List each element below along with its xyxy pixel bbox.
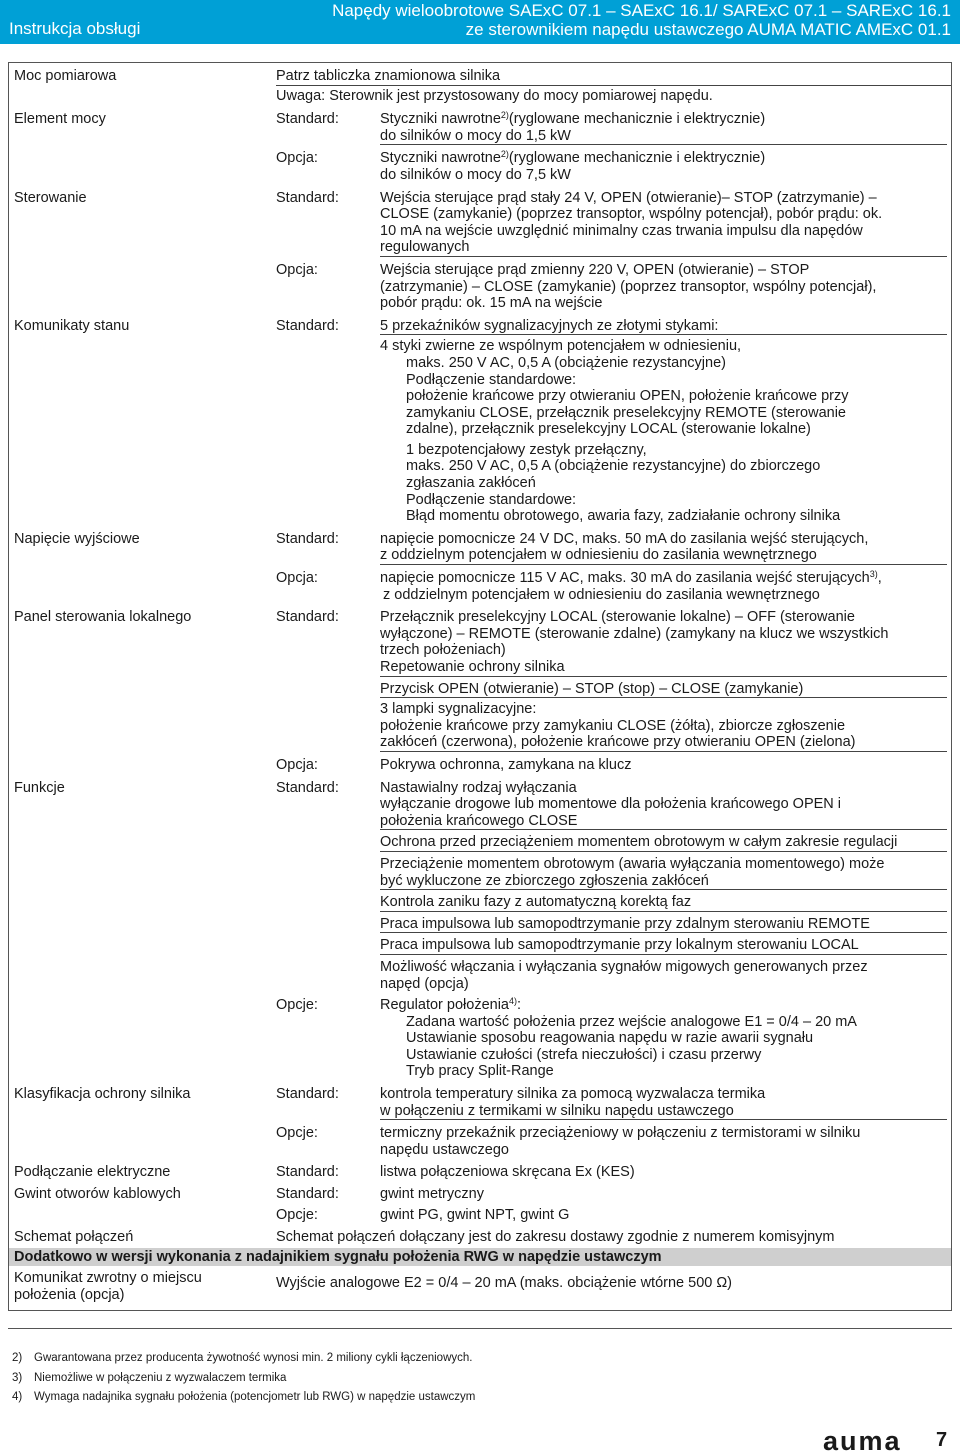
- text-line: Kontrola zaniku fazy z automatyczną korektą faz: [380, 894, 947, 912]
- text-line: położenie krańcowe przy otwieraniu OPEN, położenie krańcowe przy: [406, 388, 849, 405]
- sub-option: [9, 570, 951, 603]
- auma-logo: auma: [823, 1426, 902, 1456]
- text-line: (zatrzymanie) – CLOSE (zamykanie) (poprzez transoptor, wspólny potencjał),: [380, 278, 877, 295]
- row-label: [14, 1270, 202, 1303]
- sub-option: [9, 150, 951, 183]
- qualifier: Standard:: [276, 111, 339, 128]
- page-number: 7: [936, 1429, 948, 1451]
- qualifier: Opcje:: [276, 997, 318, 1014]
- text-line: regulowanych: [380, 239, 947, 257]
- text-line: Ustawianie sposobu reagowania napędu w razie awarii sygnału: [406, 1030, 814, 1047]
- sub-lines: [380, 1186, 951, 1203]
- sub-lines: [380, 1164, 951, 1181]
- text-line: maks. 250 V AC, 0,5 A (obciążenie rezystancyjne): [406, 354, 726, 371]
- row-schemat-polaczen: [9, 1229, 951, 1246]
- row-klasyfikacja-ochrony: [9, 1086, 951, 1158]
- text-line: Możliwość włączania i wyłączania sygnałów migowych generowanych przez: [380, 958, 868, 975]
- text-line: trzech położeniach): [380, 642, 506, 659]
- qualifier: Opcja:: [276, 570, 318, 587]
- footnote-number: 3): [12, 1371, 23, 1384]
- sub-standard: [9, 780, 951, 993]
- footnote-number: 2): [12, 1352, 23, 1364]
- sub-lines: [380, 757, 951, 774]
- text-line: Przeciążenie momentem obrotowym (awaria wyłączania momentowego) może: [380, 855, 885, 872]
- sub-lines: [380, 1207, 951, 1224]
- row-label: Klasyfikacja ochrony silnika: [14, 1086, 191, 1103]
- text-line: [380, 111, 947, 128]
- page-header: [0, 0, 960, 44]
- sub-lines: [380, 318, 951, 525]
- sub-lines: [380, 1086, 951, 1120]
- qualifier: Opcja:: [276, 756, 318, 773]
- text-line: [380, 997, 947, 1014]
- footnote-text: Niemożliwe w połączeniu z wyzwalaczem termika: [34, 1371, 287, 1384]
- row-podlaczanie-elektryczne: [9, 1164, 951, 1181]
- footnote-text: Gwarantowana przez producenta żywotność wynosi min. 2 miliony cykli łączeniowych.: [34, 1352, 473, 1364]
- qualifier: Standard:: [276, 779, 339, 796]
- text-line: być wykluczone ze zbiorczego zgłoszenia zakłóceń: [380, 873, 947, 891]
- text-line: położenie krańcowe przy zamykaniu CLOSE (żółta), zbiorcze zgłoszenie: [380, 717, 846, 734]
- text-line: Zadana wartość położenia przez wejście analogowe E1 = 0/4 – 20 mA: [406, 1013, 857, 1030]
- qualifier: Opcja:: [276, 261, 318, 278]
- text-part: :: [517, 997, 522, 1014]
- footnote: [8, 1369, 952, 1389]
- text-part: (ryglowane mechanicznie i elektrycznie): [508, 150, 766, 167]
- row-sterowanie: [9, 190, 951, 312]
- text-line: położenia krańcowego CLOSE: [380, 813, 947, 831]
- row-label-line: Komunikat zwrotny o miejscu: [14, 1270, 202, 1287]
- text-line: Podłączenie standardowe:: [406, 491, 577, 508]
- text-line: Pokrywa ochronna, zamykana na klucz: [380, 756, 632, 773]
- text-line: wyłączone) – REMOTE (sterowanie zdalne) (zamykany na klucz we wszystkich: [380, 625, 889, 642]
- qualifier: Standard:: [276, 1086, 339, 1103]
- sub-lines: [380, 609, 951, 752]
- text-line: Repetowanie ochrony silnika: [380, 659, 947, 677]
- text-line: Praca impulsowa lub samopodtrzymanie przy lokalnym sterowaniu LOCAL: [380, 937, 947, 955]
- row-komunikaty-stanu: [9, 318, 951, 525]
- footnote-number: 4): [12, 1391, 23, 1403]
- row-label: Panel sterowania lokalnego: [14, 609, 192, 626]
- row-element-mocy: [9, 111, 951, 183]
- row-label: Moc pomiarowa: [14, 68, 117, 84]
- header-product-line-2: ze sterownikiem napędu ustawczego AUMA MATIC AMExC 01.1: [465, 20, 951, 39]
- text-line: napęd (opcja): [380, 975, 469, 992]
- header-manual-title: Instrukcja obsługi: [9, 19, 141, 38]
- text-line: Przycisk OPEN (otwieranie) – STOP (stop) – CLOSE (zamykanie): [380, 681, 947, 699]
- row-label: Sterowanie: [14, 189, 87, 206]
- text-part: Regulator położenia: [380, 997, 509, 1014]
- qualifier: Opcja:: [276, 150, 318, 167]
- text-line: Wejścia sterujące prąd stały 24 V, OPEN (otwieranie)– STOP (zatrzymanie) –: [380, 189, 877, 206]
- footnote-ref: 4): [508, 996, 517, 1007]
- text-line: z oddzielnym potencjałem w odniesieniu do zasilania wewnętrznego: [380, 547, 947, 565]
- header-product-title: [332, 1, 951, 39]
- text-line: listwa połączeniowa skręcana Ex (KES): [380, 1164, 635, 1181]
- text-part: (ryglowane mechanicznie i elektrycznie): [508, 111, 766, 128]
- sub-lines: [380, 531, 951, 565]
- row-label: Gwint otworów kablowych: [14, 1186, 181, 1203]
- qualifier: Standard:: [276, 530, 339, 547]
- text-line: napędu ustawczego: [380, 1141, 509, 1158]
- sub-lines: [380, 1125, 951, 1158]
- text-line: [380, 150, 947, 167]
- text-line: zamykaniu CLOSE, przełącznik preselekcyjny REMOTE (sterowanie: [406, 404, 846, 421]
- text-line: gwint PG, gwint NPT, gwint G: [380, 1206, 570, 1223]
- text-line: Ochrona przed przeciążeniem momentem obrotowym w całym zakresie regulacji: [380, 834, 947, 852]
- sub-option: [9, 262, 951, 312]
- section-band: Dodatkowo w wersji wykonania z nadajnikiem sygnału położenia RWG w napędzie ustawczym: [9, 1248, 951, 1267]
- text-line: napięcie pomocnicze 24 V DC, maks. 50 mA do zasilania wejść sterujących,: [380, 530, 869, 547]
- row-label: Schemat połączeń: [14, 1229, 134, 1246]
- sub-standard: [9, 111, 951, 145]
- text-line: Przełącznik preselekcyjny LOCAL (sterowanie lokalne) – OFF (sterowanie: [380, 609, 855, 626]
- text-part: napięcie pomocnicze 115 V AC, maks. 30 mA do zasilania wejść sterujących: [380, 570, 870, 587]
- text-line: zakłóceń (czerwona), położenie krańcowe przy otwieraniu OPEN (zielona): [380, 734, 947, 752]
- sub-lines: [380, 570, 951, 603]
- text-line: kontrola temperatury silnika za pomocą wyzwalacza termika: [380, 1086, 766, 1103]
- text-line: do silników o mocy do 1,5 kW: [380, 128, 947, 146]
- qualifier: Standard:: [276, 1164, 339, 1181]
- text-line: Tryb pracy Split-Range: [406, 1063, 554, 1080]
- header-product-line-1: Napędy wieloobrotowe SAExC 07.1 – SAExC 16.1/ SARExC 07.1 – SARExC 16.1: [332, 1, 951, 20]
- row-content: Wyjście analogowe E2 = 0/4 – 20 mA (maks. obciążenie wtórne 500 Ω): [276, 1275, 733, 1292]
- qualifier: Standard:: [276, 1186, 339, 1203]
- sub-lines: [380, 111, 951, 145]
- row-content: [9, 68, 951, 104]
- text-line: 4 styki zwierne ze wspólnym potencjałem w odniesieniu,: [380, 338, 742, 355]
- row-label: Element mocy: [14, 111, 106, 128]
- sub-option: [9, 1125, 951, 1158]
- qualifier: Opcje:: [276, 1125, 318, 1142]
- footnote-ref: 3): [869, 569, 878, 580]
- footnote: [8, 1349, 952, 1369]
- text-line: Praca impulsowa lub samopodtrzymanie przy zdalnym sterowaniu REMOTE: [380, 916, 947, 934]
- sub-lines: [380, 997, 951, 1080]
- text-line: CLOSE (zamykanie) (poprzez transoptor, wspólny potencjał), pobór prądu: ok.: [380, 206, 883, 223]
- sub-standard: [9, 609, 951, 752]
- row-label: Napięcie wyjściowe: [14, 530, 140, 547]
- text-part: Styczniki nawrotne: [380, 111, 501, 128]
- row-gwint-otworow: [9, 1186, 951, 1223]
- text-line: 10 mA na wejście uwzględnić minimalny czas trwania impulsu dla napędów: [380, 222, 863, 239]
- text-line: pobór prądu: ok. 15 mA na wejście: [380, 295, 603, 312]
- text-line: wyłączanie drogowe lub momentowe dla położenia krańcowego OPEN i: [380, 796, 842, 813]
- footnote-text: Wymaga nadajnika sygnału położenia (potencjometr lub RWG) w napędzie ustawczym: [34, 1391, 476, 1403]
- text-line: 5 przekaźników sygnalizacyjnych ze złotymi stykami:: [380, 318, 947, 336]
- text-line: [380, 570, 947, 587]
- sub-standard: [9, 531, 951, 565]
- text-line: Ustawianie czułości (strefa nieczułości) i czasu przerwy: [406, 1046, 762, 1063]
- sub-lines: [380, 190, 951, 257]
- text-line: Błąd momentu obrotowego, awaria fazy, zadziałanie ochrony silnika: [406, 508, 841, 525]
- text-line: maks. 250 V AC, 0,5 A (obciążenie rezystancyjne) do zbiorczego: [406, 458, 821, 475]
- footnote-ref: 2): [500, 110, 509, 121]
- qualifier: Standard:: [276, 317, 339, 334]
- sub-lines: [380, 780, 951, 993]
- sub-option: [9, 757, 951, 774]
- text-line: do silników o mocy do 7,5 kW: [380, 166, 571, 183]
- sub-lines: [380, 150, 951, 183]
- footnotes: [8, 1328, 952, 1408]
- text-line: Uwaga: Sterownik jest przystosowany do mocy pomiarowej napędu.: [276, 87, 713, 104]
- text-line: Podłączenie standardowe:: [406, 371, 577, 388]
- text-line: zgłaszania zakłóceń: [406, 475, 536, 492]
- row-moc-pomiarowa: [9, 63, 951, 104]
- row-label: Podłączanie elektryczne: [14, 1164, 171, 1181]
- text-part: Styczniki nawrotne: [380, 150, 501, 167]
- text-line: Nastawialny rodzaj wyłączania: [380, 779, 577, 796]
- qualifier: Opcje:: [276, 1206, 318, 1223]
- row-label-line: położenia (opcja): [14, 1287, 125, 1303]
- sub-option: [9, 1207, 951, 1224]
- row-napiecie-wyjsciowe: [9, 531, 951, 603]
- text-line: gwint metryczny: [380, 1186, 484, 1203]
- text-line: 3 lampki sygnalizacyjne:: [380, 701, 537, 718]
- sub-standard: [9, 318, 951, 525]
- row-label: Funkcje: [14, 779, 65, 796]
- row-label: Komunikaty stanu: [14, 317, 130, 334]
- row-panel-sterowania: [9, 609, 951, 773]
- spec-table: [8, 62, 952, 1311]
- text-line: 1 bezpotencjałowy zestyk przełączny,: [406, 441, 647, 458]
- text-line: termiczny przekaźnik przeciążeniowy w połączeniu z termistorami w silniku: [380, 1125, 861, 1142]
- footnote: [8, 1388, 952, 1408]
- text-line: z oddzielnym potencjałem w odniesieniu do zasilania wewnętrznego: [383, 586, 820, 603]
- text-line: Patrz tabliczka znamionowa silnika: [276, 68, 951, 86]
- row-funkcje: [9, 780, 951, 1081]
- footnote-ref: 2): [500, 149, 509, 160]
- qualifier: Standard:: [276, 189, 339, 206]
- row-content: Schemat połączeń dołączany jest do zakresu dostawy zgodnie z numerem komisyjnym: [276, 1229, 835, 1246]
- sub-standard: [9, 190, 951, 257]
- qualifier: Standard:: [276, 609, 339, 626]
- text-line: zdalne), przełącznik preselekcyjny LOCAL (sterowanie lokalne): [406, 421, 811, 438]
- text-part: ,: [877, 570, 882, 587]
- sub-lines: [380, 262, 951, 312]
- text-line: w połączeniu z termikami w silniku napędu ustawczego: [380, 1103, 947, 1121]
- row-komunikat-zwrotny: [9, 1270, 951, 1310]
- sub-option: [9, 997, 951, 1080]
- text-line: Wejścia sterujące prąd zmienny 220 V, OPEN (otwieranie) – STOP: [380, 261, 810, 278]
